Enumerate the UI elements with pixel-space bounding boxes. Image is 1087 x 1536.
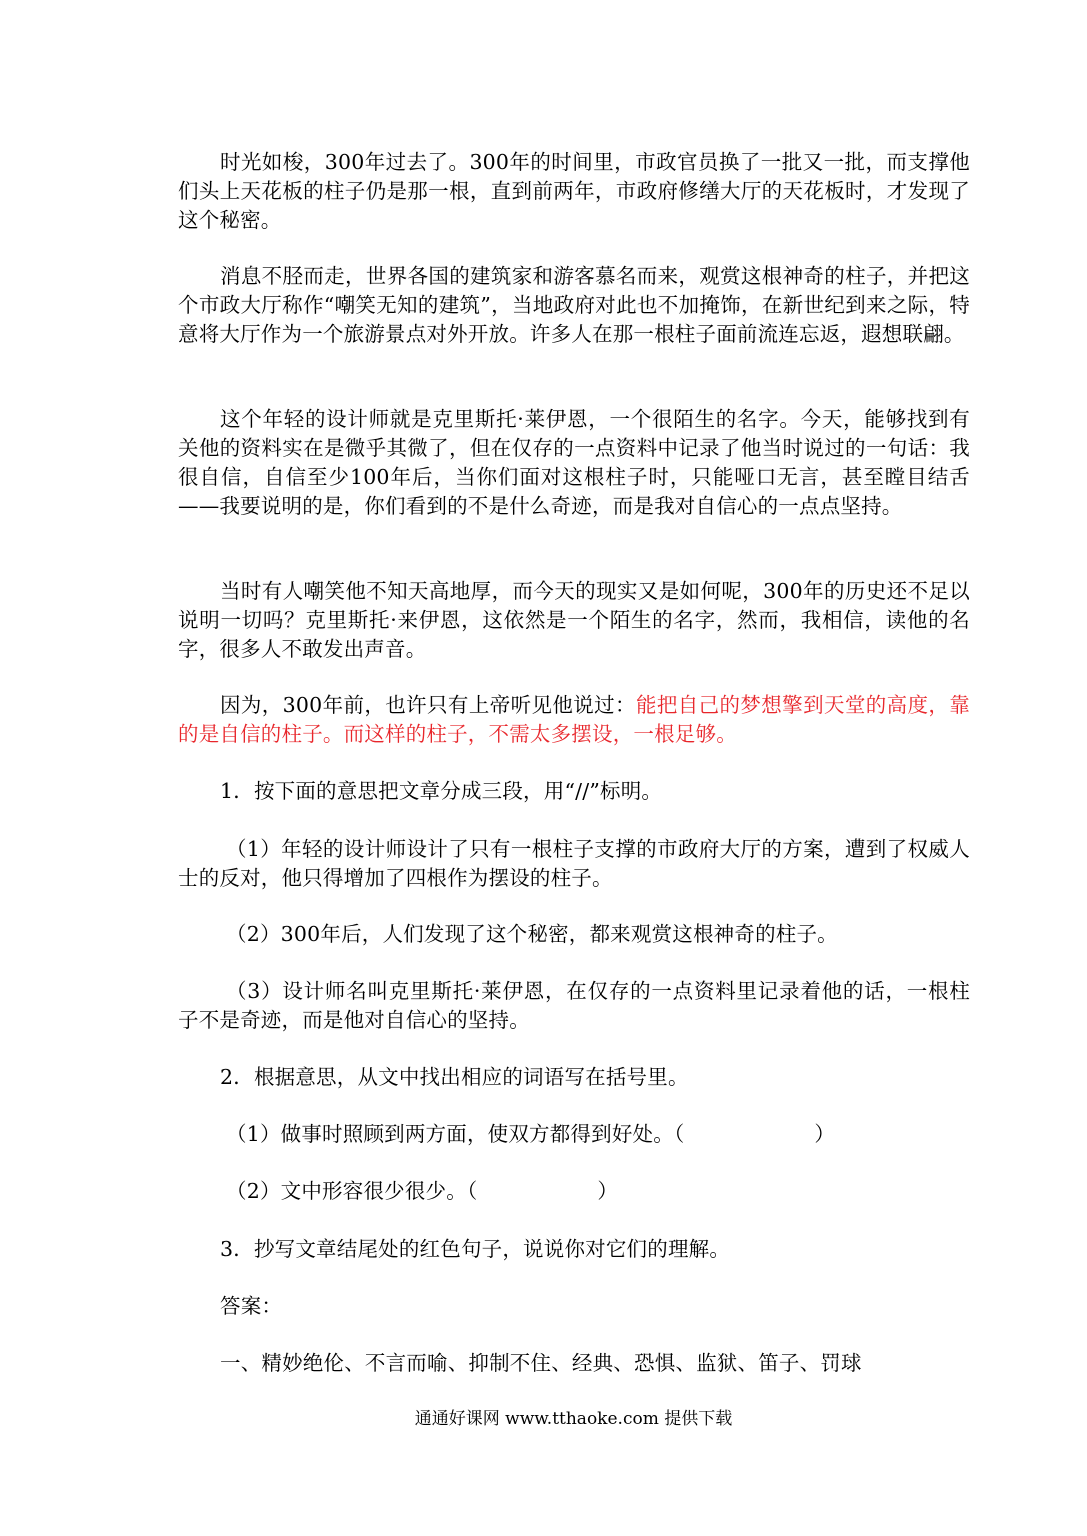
answers-heading: 答案： (220, 1294, 283, 1318)
question-2-item-1-close: ） (814, 1122, 836, 1146)
conclusion-intro-text: 因为，300年前，也许只有上帝听见他说过： (220, 693, 636, 717)
question-1-item-2: （2）300年后，人们发现了这个秘密，都来观赏这根神奇的柱子。 (226, 922, 838, 946)
paragraph-time-passes: 时光如梭，300年过去了。300年的时间里，市政官员换了一批又一批，而支撑他们头上天花板的柱子仍是那一根，直到前两年，市政府修缮大厅的天花板时，才发现了这个秘密。 (178, 150, 970, 232)
question-2-item-2 (226, 1177, 976, 1206)
question-1: 1．按下面的意思把文章分成三段，用“//”标明。 (220, 779, 663, 803)
question-1-item-1: （1）年轻的设计师设计了只有一根柱子支撑的市政府大厅的方案，遭到了权威人士的反对，他只得增加了四根作为摆设的柱子。 (178, 837, 970, 890)
question-1-item-3: （3）设计师名叫克里斯托·莱伊恩，在仅存的一点资料里记录着他的话，一根柱子不是奇迹，而是他对自信心的坚持。 (178, 979, 970, 1032)
question-3: 3．抄写文章结尾处的红色句子，说说你对它们的理解。 (220, 1237, 731, 1261)
question-2-item-1 (226, 1120, 976, 1149)
paragraph-conclusion (178, 691, 970, 749)
answers-line-1: 一、精妙绝伦、不言而喻、抑制不住、经典、恐惧、监狱、笛子、罚球 (220, 1351, 862, 1375)
question-2: 2．根据意思，从文中找出相应的词语写在括号里。 (220, 1065, 689, 1089)
question-2-item-1-text: （1）做事时照顾到两方面，使双方都得到好处。（ (226, 1122, 685, 1146)
question-2-item-2-text: （2）文中形容很少很少。（ (226, 1179, 478, 1203)
paragraph-mocked: 当时有人嘲笑他不知天高地厚，而今天的现实又是如何呢，300年的历史还不足以说明一切吗？克里斯托·来伊恩，这依然是一个陌生的名字，然而，我相信，读他的名字，很多人不敢发出声音。 (178, 579, 970, 661)
red-highlight-sentence: 能把自己的梦想擎到天堂的高度，靠的是自信的柱子。而这样的柱子，不需太多摆设，一根足够。 (178, 693, 971, 746)
page-footer: 通通好课网 www.tthaoke.com 提供下载 (414, 1409, 733, 1429)
paragraph-designer-name: 这个年轻的设计师就是克里斯托·莱伊恩，一个很陌生的名字。今天，能够找到有关他的资料实在是微乎其微了，但在仅存的一点资料中记录了他当时说过的一句话：我很自信，自信至少100年后，当你们面对这根柱子时，只能哑口无言，甚至瞠目结舌——我要说明的是，你们看到的不是什么奇迹，而是我对自信心的一点点坚持。 (178, 407, 970, 518)
question-2-item-2-close: ） (597, 1179, 619, 1203)
paragraph-news-spreads: 消息不胫而走，世界各国的建筑家和游客慕名而来，观赏这根神奇的柱子，并把这个市政大厅称作“嘲笑无知的建筑”，当地政府对此也不加掩饰，在新世纪到来之际，特意将大厅作为一个旅游景点对外开放。许多人在那一根柱子面前流连忘返，遐想联翩。 (178, 264, 970, 346)
